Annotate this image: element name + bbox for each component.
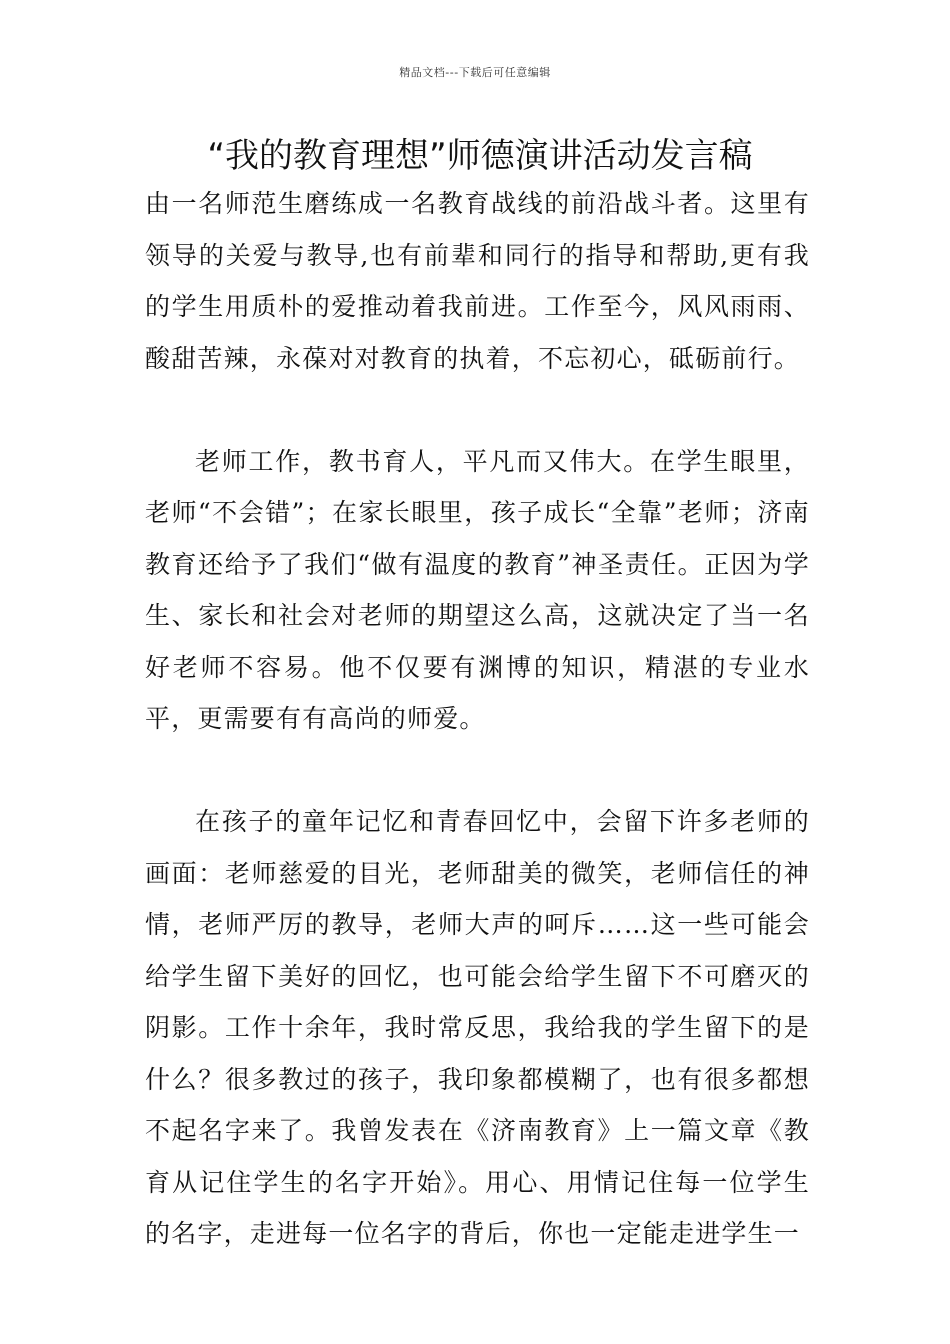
document-body	[145, 178, 810, 1260]
document-title: “我的教育理想”师德演讲活动发言稿	[207, 136, 753, 176]
paragraph-spacer	[145, 384, 810, 436]
header-note: 精品文档---下载后可任意编辑	[399, 66, 551, 79]
paragraph-2: 老师工作，教书育人，平凡而又伟大。在学生眼里，老师“不会错”；在家长眼里，孩子成长“全靠”老师；济南教育还给予了我们“做有温度的教育”神圣责任。正因为学生、家长和社会对老师的期望这么高，这就决定了当一名好老师不容易。他不仅要有渊博的知识，精湛的专业水平，更需要有有高尚的师爱。	[145, 446, 810, 733]
paragraph-spacer	[145, 745, 810, 797]
paragraph-3: 在孩子的童年记忆和青春回忆中，会留下许多老师的画面：老师慈爱的目光，老师甜美的微笑，老师信任的神情，老师严厉的教导，老师大声的呵斥……这一些可能会给学生留下美好的回忆，也可能会给学生留下不可磨灭的阴影。工作十余年，我时常反思，我给我的学生留下的是什么？很多教过的孩子，我印象都模糊了，也有很多都想不起名字来了。我曾发表在《济南教育》上一篇文章《教育从记住学生的名字开始》。用心、用情记住每一位学生的名字，走进每一位名字的背后，你也一定能走进学生一	[145, 807, 810, 1248]
paragraph-1: 由一名师范生磨练成一名教育战线的前沿战斗者。这里有领导的关爱与教导,也有前辈和同行的指导和帮助,更有我的学生用质朴的爱推动着我前进。工作至今，风风雨雨、酸甜苦辣，永葆对对教育的执着，不忘初心，砥砺前行。	[145, 189, 810, 373]
